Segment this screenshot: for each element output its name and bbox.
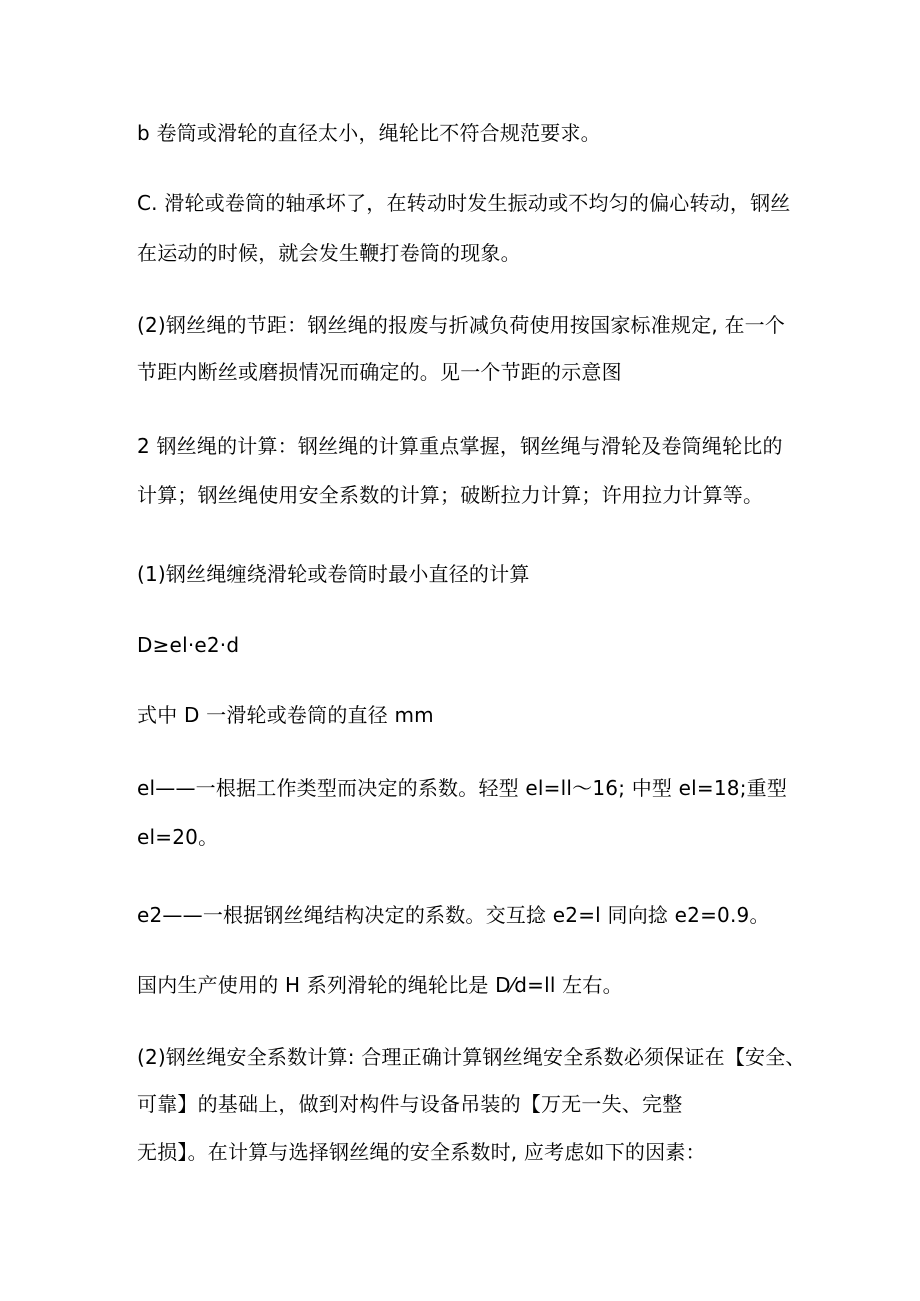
text-line: 无损】。在计算与选择钢丝绳的安全系数时, 应考虑如下的因素： <box>137 1140 706 1164</box>
text-line: (1)钢丝绳缠绕滑轮或卷筒时最小直径的计算 <box>137 562 530 586</box>
text-line: 计算；钢丝绳使用安全系数的计算；破断拉力计算；许用拉力计算等。 <box>137 483 764 507</box>
text-line: 式中 D 一滑轮或卷筒的直径 mm <box>137 703 434 727</box>
text-line: (2)钢丝绳的节距：钢丝绳的报废与折减负荷使用按国家标准规定, 在一个 <box>137 313 786 337</box>
formula-line: D≥el·e2·d <box>137 633 240 657</box>
text-line: 可靠】的基础上，做到对构件与设备吊装的【万无一失、完整 <box>137 1092 683 1116</box>
text-line: el=20。 <box>137 825 219 849</box>
text-line: 国内生产使用的 H 系列滑轮的绳轮比是 D⁄d=ll 左右。 <box>137 973 623 997</box>
text-line: (2)钢丝绳安全系数计算: 合理正确计算钢丝绳安全系数必须保证在【安全、 <box>137 1045 806 1069</box>
text-line: e2——一根据钢丝绳结构决定的系数。交互捻 e2=l 同向捻 e2=0.9。 <box>137 903 770 927</box>
text-line: 2 钢丝绳的计算：钢丝绳的计算重点掌握，钢丝绳与滑轮及卷筒绳轮比的 <box>137 434 783 458</box>
text-line: b 卷筒或滑轮的直径太小，绳轮比不符合规范要求。 <box>137 121 601 145</box>
text-line: el——一根据工作类型而决定的系数。轻型 el=ll～16; 中型 el=18;重型 <box>137 776 788 800</box>
text-line: 在运动的时候，就会发生鞭打卷筒的现象。 <box>137 241 521 265</box>
text-line: 节距内断丝或磨损情况而确定的。见一个节距的示意图 <box>137 360 622 384</box>
text-line: C. 滑轮或卷筒的轴承坏了，在转动时发生振动或不均匀的偏心转动，钢丝 <box>137 191 791 215</box>
